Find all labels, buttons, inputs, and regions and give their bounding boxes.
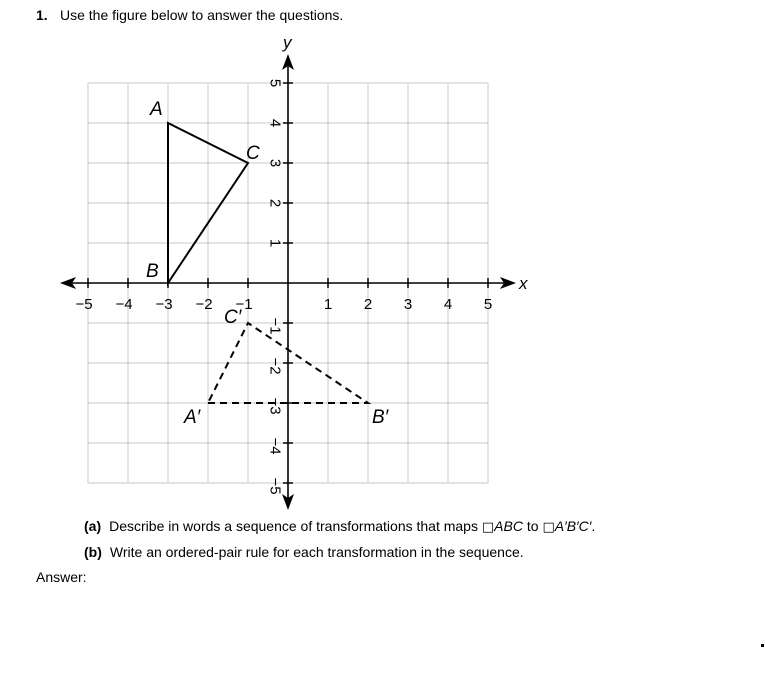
question-prompt: Use the figure below to answer the questions. [60, 7, 344, 23]
x-tick-label: 5 [483, 296, 493, 313]
y-tick-label: 1 [266, 238, 284, 248]
vertex-label: C′ [224, 307, 242, 328]
vertex-label: C [246, 143, 260, 164]
y-tick-label: 3 [266, 158, 284, 168]
vertex-label: A [150, 99, 163, 120]
part-a-label: (a) [84, 518, 102, 534]
question-number: 1. [36, 7, 48, 23]
y-tick-label: −2 [266, 357, 284, 375]
triangle-symbol-1: □ [481, 520, 495, 535]
part-b [84, 544, 524, 560]
y-tick-label: −3 [266, 397, 284, 415]
x-tick-label: −4 [115, 296, 133, 313]
triangle-abc-name: ABC [494, 518, 523, 534]
part-b-label: (b) [84, 544, 102, 560]
vertex-label: B [146, 261, 159, 282]
triangle-symbol-2: □ [542, 520, 555, 535]
y-tick-label: −4 [266, 437, 284, 455]
y-tick-label: 2 [266, 198, 284, 208]
part-a-end: . [591, 518, 596, 534]
y-tick-label: −1 [266, 317, 284, 335]
vertex-label: B′ [372, 407, 389, 428]
x-tick-label: 1 [323, 296, 333, 313]
y-axis-label: y [283, 33, 292, 52]
part-a-to: to [526, 518, 539, 534]
x-tick-label: −1 [235, 296, 253, 313]
x-tick-label: −2 [195, 296, 213, 313]
axes [60, 33, 528, 510]
triangle-image-name: A′B′C′ [554, 518, 592, 534]
shapes [146, 99, 390, 428]
part-a-text: Describe in words a sequence of transformations that maps [109, 518, 478, 534]
part-b-text: Write an ordered-pair rule for each transformation in the sequence. [109, 544, 524, 560]
x-tick-label: 2 [363, 296, 373, 313]
x-tick-label: 4 [443, 296, 453, 313]
x-tick-label: −3 [155, 296, 173, 313]
ticks [75, 79, 492, 495]
vertex-label: A′ [184, 407, 201, 428]
x-tick-label: −5 [75, 296, 93, 313]
y-tick-label: 4 [266, 118, 284, 128]
y-tick-label: −5 [266, 477, 284, 495]
answer-label: Answer: [36, 569, 87, 585]
x-tick-label: 3 [403, 296, 413, 313]
x-axis-label: x [519, 274, 528, 293]
stray-dot [761, 644, 764, 647]
y-tick-label: 5 [266, 78, 284, 88]
part-a [84, 518, 595, 535]
